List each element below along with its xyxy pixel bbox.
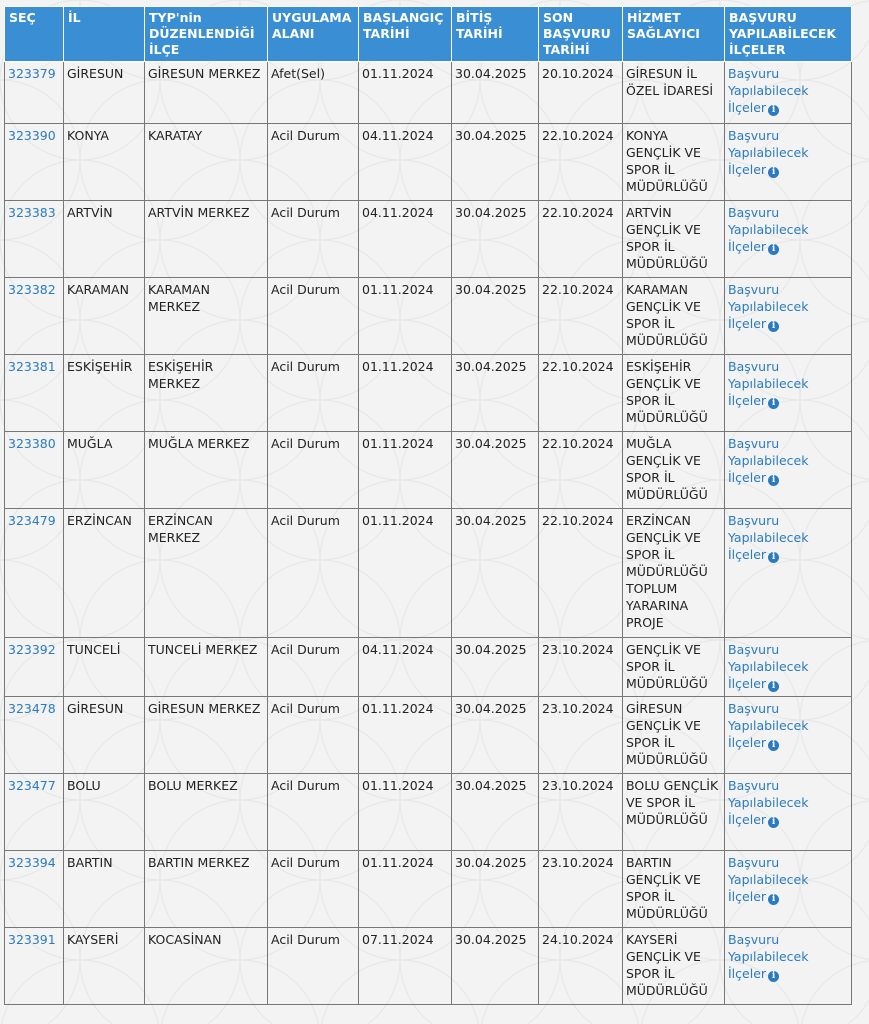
cell-hizmet-saglayici: ARTVİN GENÇLİK VE SPOR İL MÜDÜRLÜĞÜ xyxy=(623,201,725,278)
select-link[interactable]: 323383 xyxy=(8,205,56,220)
basvuru-ilceler-link[interactable] xyxy=(728,128,809,177)
basvuru-ilceler-label: Başvuru Yapılabilecek İlçeler xyxy=(728,205,809,254)
cell-basvuru-ilceler xyxy=(725,62,852,124)
basvuru-ilceler-label: Başvuru Yapılabilecek İlçeler xyxy=(728,855,809,904)
cell-bitis-tarihi: 30.04.2025 xyxy=(452,62,539,124)
cell-hizmet-saglayici: GİRESUN GENÇLİK VE SPOR İL MÜDÜRLÜĞÜ xyxy=(623,697,725,774)
basvuru-ilceler-link[interactable] xyxy=(728,66,809,115)
cell-son-basvuru-tarihi: 22.10.2024 xyxy=(539,278,623,355)
cell-son-basvuru-tarihi: 22.10.2024 xyxy=(539,201,623,278)
cell-baslangic-tarihi: 01.11.2024 xyxy=(359,697,452,774)
cell-son-basvuru-tarihi: 22.10.2024 xyxy=(539,355,623,432)
cell-il: TUNCELİ xyxy=(64,638,145,697)
table-row xyxy=(5,62,852,124)
header-basvuru-ilceler: BAŞVURU YAPILABİLECEK İLÇELER xyxy=(725,7,852,62)
info-icon[interactable]: i xyxy=(768,552,779,563)
cell-uygulama-alani: Acil Durum xyxy=(268,928,359,1005)
cell-baslangic-tarihi: 01.11.2024 xyxy=(359,774,452,851)
cell-ilce: GİRESUN MERKEZ xyxy=(145,62,268,124)
basvuru-ilceler-link[interactable] xyxy=(728,778,809,827)
cell-bitis-tarihi: 30.04.2025 xyxy=(452,851,539,928)
cell-uygulama-alani: Afet(Sel) xyxy=(268,62,359,124)
cell-baslangic-tarihi: 01.11.2024 xyxy=(359,432,452,509)
select-link[interactable]: 323479 xyxy=(8,513,56,528)
cell-sec xyxy=(5,355,64,432)
cell-basvuru-ilceler xyxy=(725,509,852,638)
cell-basvuru-ilceler xyxy=(725,201,852,278)
basvuru-ilceler-label: Başvuru Yapılabilecek İlçeler xyxy=(728,932,809,981)
cell-il: ERZİNCAN xyxy=(64,509,145,638)
cell-baslangic-tarihi: 01.11.2024 xyxy=(359,355,452,432)
cell-ilce: ERZİNCAN MERKEZ xyxy=(145,509,268,638)
table-row xyxy=(5,432,852,509)
cell-sec xyxy=(5,774,64,851)
basvuru-ilceler-label: Başvuru Yapılabilecek İlçeler xyxy=(728,282,809,331)
cell-sec xyxy=(5,278,64,355)
cell-ilce: KARATAY xyxy=(145,124,268,201)
cell-hizmet-saglayici: KARAMAN GENÇLİK VE SPOR İL MÜDÜRLÜĞÜ xyxy=(623,278,725,355)
cell-ilce: GİRESUN MERKEZ xyxy=(145,697,268,774)
info-icon[interactable]: i xyxy=(768,105,779,116)
cell-baslangic-tarihi: 01.11.2024 xyxy=(359,509,452,638)
cell-son-basvuru-tarihi: 20.10.2024 xyxy=(539,62,623,124)
cell-hizmet-saglayici: BOLU GENÇLİK VE SPOR İL MÜDÜRLÜĞÜ xyxy=(623,774,725,851)
table-row xyxy=(5,201,852,278)
basvuru-ilceler-label: Başvuru Yapılabilecek İlçeler xyxy=(728,66,809,115)
cell-bitis-tarihi: 30.04.2025 xyxy=(452,278,539,355)
cell-basvuru-ilceler xyxy=(725,928,852,1005)
cell-basvuru-ilceler xyxy=(725,278,852,355)
select-link[interactable]: 323477 xyxy=(8,778,56,793)
cell-il: BARTIN xyxy=(64,851,145,928)
basvuru-ilceler-link[interactable] xyxy=(728,932,809,981)
cell-il: KAYSERİ xyxy=(64,928,145,1005)
cell-bitis-tarihi: 30.04.2025 xyxy=(452,697,539,774)
table-row xyxy=(5,509,852,638)
cell-sec xyxy=(5,62,64,124)
table-row xyxy=(5,774,852,851)
cell-uygulama-alani: Acil Durum xyxy=(268,851,359,928)
info-icon[interactable]: i xyxy=(768,817,779,828)
select-link[interactable]: 323392 xyxy=(8,642,56,657)
header-il: İL xyxy=(64,7,145,62)
header-son-basvuru-tarihi: SON BAŞVURU TARİHİ xyxy=(539,7,623,62)
info-icon[interactable]: i xyxy=(768,398,779,409)
cell-basvuru-ilceler xyxy=(725,432,852,509)
cell-il: KONYA xyxy=(64,124,145,201)
cell-il: KARAMAN xyxy=(64,278,145,355)
basvuru-ilceler-link[interactable] xyxy=(728,642,809,691)
cell-ilce: ARTVİN MERKEZ xyxy=(145,201,268,278)
cell-bitis-tarihi: 30.04.2025 xyxy=(452,774,539,851)
select-link[interactable]: 323382 xyxy=(8,282,56,297)
cell-son-basvuru-tarihi: 22.10.2024 xyxy=(539,432,623,509)
cell-bitis-tarihi: 30.04.2025 xyxy=(452,355,539,432)
cell-basvuru-ilceler xyxy=(725,124,852,201)
cell-uygulama-alani: Acil Durum xyxy=(268,278,359,355)
info-icon[interactable]: i xyxy=(768,475,779,486)
cell-sec xyxy=(5,432,64,509)
select-link[interactable]: 323478 xyxy=(8,701,56,716)
cell-baslangic-tarihi: 01.11.2024 xyxy=(359,62,452,124)
cell-son-basvuru-tarihi: 23.10.2024 xyxy=(539,697,623,774)
cell-son-basvuru-tarihi: 23.10.2024 xyxy=(539,638,623,697)
cell-uygulama-alani: Acil Durum xyxy=(268,509,359,638)
cell-hizmet-saglayici: BARTIN GENÇLİK VE SPOR İL MÜDÜRLÜĞÜ xyxy=(623,851,725,928)
cell-bitis-tarihi: 30.04.2025 xyxy=(452,124,539,201)
cell-basvuru-ilceler xyxy=(725,355,852,432)
cell-ilce: TUNCELİ MERKEZ xyxy=(145,638,268,697)
cell-sec xyxy=(5,509,64,638)
cell-ilce: ESKİŞEHİR MERKEZ xyxy=(145,355,268,432)
cell-sec xyxy=(5,638,64,697)
cell-son-basvuru-tarihi: 24.10.2024 xyxy=(539,928,623,1005)
cell-uygulama-alani: Acil Durum xyxy=(268,201,359,278)
cell-basvuru-ilceler xyxy=(725,774,852,851)
table-row xyxy=(5,355,852,432)
cell-baslangic-tarihi: 01.11.2024 xyxy=(359,278,452,355)
cell-ilce: KARAMAN MERKEZ xyxy=(145,278,268,355)
cell-ilce: KOCASİNAN xyxy=(145,928,268,1005)
select-link[interactable]: 323381 xyxy=(8,359,56,374)
cell-bitis-tarihi: 30.04.2025 xyxy=(452,509,539,638)
cell-basvuru-ilceler xyxy=(725,851,852,928)
info-icon[interactable]: i xyxy=(768,740,779,751)
basvuru-ilceler-label: Başvuru Yapılabilecek İlçeler xyxy=(728,128,809,177)
info-icon[interactable]: i xyxy=(768,681,779,692)
select-link[interactable]: 323380 xyxy=(8,436,56,451)
cell-son-basvuru-tarihi: 23.10.2024 xyxy=(539,851,623,928)
info-icon[interactable]: i xyxy=(768,167,779,178)
table-row xyxy=(5,278,852,355)
table-row xyxy=(5,638,852,697)
basvuru-ilceler-link[interactable] xyxy=(728,855,809,904)
header-sec: SEÇ xyxy=(5,7,64,62)
info-icon[interactable]: i xyxy=(768,321,779,332)
header-row xyxy=(5,7,852,62)
table-row xyxy=(5,851,852,928)
cell-ilce: BARTIN MERKEZ xyxy=(145,851,268,928)
cell-hizmet-saglayici: GENÇLİK VE SPOR İL MÜDÜRLÜĞÜ xyxy=(623,638,725,697)
select-link[interactable]: 323379 xyxy=(8,66,56,81)
cell-uygulama-alani: Acil Durum xyxy=(268,774,359,851)
cell-baslangic-tarihi: 01.11.2024 xyxy=(359,851,452,928)
basvuru-ilceler-label: Başvuru Yapılabilecek İlçeler xyxy=(728,778,809,827)
basvuru-ilceler-label: Başvuru Yapılabilecek İlçeler xyxy=(728,513,809,562)
info-icon[interactable]: i xyxy=(768,971,779,982)
header-baslangic-tarihi: BAŞLANGIÇ TARİHİ xyxy=(359,7,452,62)
cell-basvuru-ilceler xyxy=(725,697,852,774)
cell-basvuru-ilceler xyxy=(725,638,852,697)
cell-sec xyxy=(5,201,64,278)
basvuru-ilceler-link[interactable] xyxy=(728,205,809,254)
basvuru-ilceler-label: Başvuru Yapılabilecek İlçeler xyxy=(728,642,809,691)
cell-bitis-tarihi: 30.04.2025 xyxy=(452,432,539,509)
cell-sec xyxy=(5,124,64,201)
basvuru-ilceler-link[interactable] xyxy=(728,513,809,562)
cell-hizmet-saglayici: KONYA GENÇLİK VE SPOR İL MÜDÜRLÜĞÜ xyxy=(623,124,725,201)
cell-baslangic-tarihi: 07.11.2024 xyxy=(359,928,452,1005)
basvuru-ilceler-link[interactable] xyxy=(728,701,809,750)
cell-il: GİRESUN xyxy=(64,697,145,774)
cell-hizmet-saglayici: ERZİNCAN GENÇLİK VE SPOR İL MÜDÜRLÜĞÜ TOPLUM YARARINA PROJE xyxy=(623,509,725,638)
select-link[interactable]: 323394 xyxy=(8,855,56,870)
cell-il: BOLU xyxy=(64,774,145,851)
cell-hizmet-saglayici: MUĞLA GENÇLİK VE SPOR İL MÜDÜRLÜĞÜ xyxy=(623,432,725,509)
basvuru-ilceler-link[interactable] xyxy=(728,359,809,408)
cell-son-basvuru-tarihi: 22.10.2024 xyxy=(539,124,623,201)
cell-son-basvuru-tarihi: 23.10.2024 xyxy=(539,774,623,851)
table-row xyxy=(5,697,852,774)
cell-bitis-tarihi: 30.04.2025 xyxy=(452,638,539,697)
cell-son-basvuru-tarihi: 22.10.2024 xyxy=(539,509,623,638)
program-table xyxy=(4,6,852,1005)
table-row xyxy=(5,124,852,201)
info-icon[interactable]: i xyxy=(768,244,779,255)
basvuru-ilceler-link[interactable] xyxy=(728,282,809,331)
cell-bitis-tarihi: 30.04.2025 xyxy=(452,928,539,1005)
cell-il: ESKİŞEHİR xyxy=(64,355,145,432)
cell-hizmet-saglayici: GİRESUN İL ÖZEL İDARESİ xyxy=(623,62,725,124)
cell-il: ARTVİN xyxy=(64,201,145,278)
cell-hizmet-saglayici: KAYSERİ GENÇLİK VE SPOR İL MÜDÜRLÜĞÜ xyxy=(623,928,725,1005)
basvuru-ilceler-link[interactable] xyxy=(728,436,809,485)
header-hizmet-saglayici: HİZMET SAĞLAYICI xyxy=(623,7,725,62)
cell-sec xyxy=(5,928,64,1005)
header-ilce: TYP'nin DÜZENLENDİĞİ İLÇE xyxy=(145,7,268,62)
cell-baslangic-tarihi: 04.11.2024 xyxy=(359,124,452,201)
info-icon[interactable]: i xyxy=(768,894,779,905)
basvuru-ilceler-label: Başvuru Yapılabilecek İlçeler xyxy=(728,701,809,750)
cell-bitis-tarihi: 30.04.2025 xyxy=(452,201,539,278)
cell-ilce: BOLU MERKEZ xyxy=(145,774,268,851)
basvuru-ilceler-label: Başvuru Yapılabilecek İlçeler xyxy=(728,359,809,408)
select-link[interactable]: 323391 xyxy=(8,932,56,947)
cell-uygulama-alani: Acil Durum xyxy=(268,697,359,774)
cell-hizmet-saglayici: ESKİŞEHİR GENÇLİK VE SPOR İL MÜDÜRLÜĞÜ xyxy=(623,355,725,432)
select-link[interactable]: 323390 xyxy=(8,128,56,143)
header-uygulama-alani: UYGULAMA ALANI xyxy=(268,7,359,62)
cell-uygulama-alani: Acil Durum xyxy=(268,124,359,201)
header-bitis-tarihi: BİTİŞ TARİHİ xyxy=(452,7,539,62)
cell-ilce: MUĞLA MERKEZ xyxy=(145,432,268,509)
cell-baslangic-tarihi: 04.11.2024 xyxy=(359,638,452,697)
cell-uygulama-alani: Acil Durum xyxy=(268,355,359,432)
cell-uygulama-alani: Acil Durum xyxy=(268,638,359,697)
cell-il: GİRESUN xyxy=(64,62,145,124)
cell-sec xyxy=(5,851,64,928)
cell-uygulama-alani: Acil Durum xyxy=(268,432,359,509)
basvuru-ilceler-label: Başvuru Yapılabilecek İlçeler xyxy=(728,436,809,485)
cell-baslangic-tarihi: 04.11.2024 xyxy=(359,201,452,278)
cell-sec xyxy=(5,697,64,774)
table-row xyxy=(5,928,852,1005)
cell-il: MUĞLA xyxy=(64,432,145,509)
